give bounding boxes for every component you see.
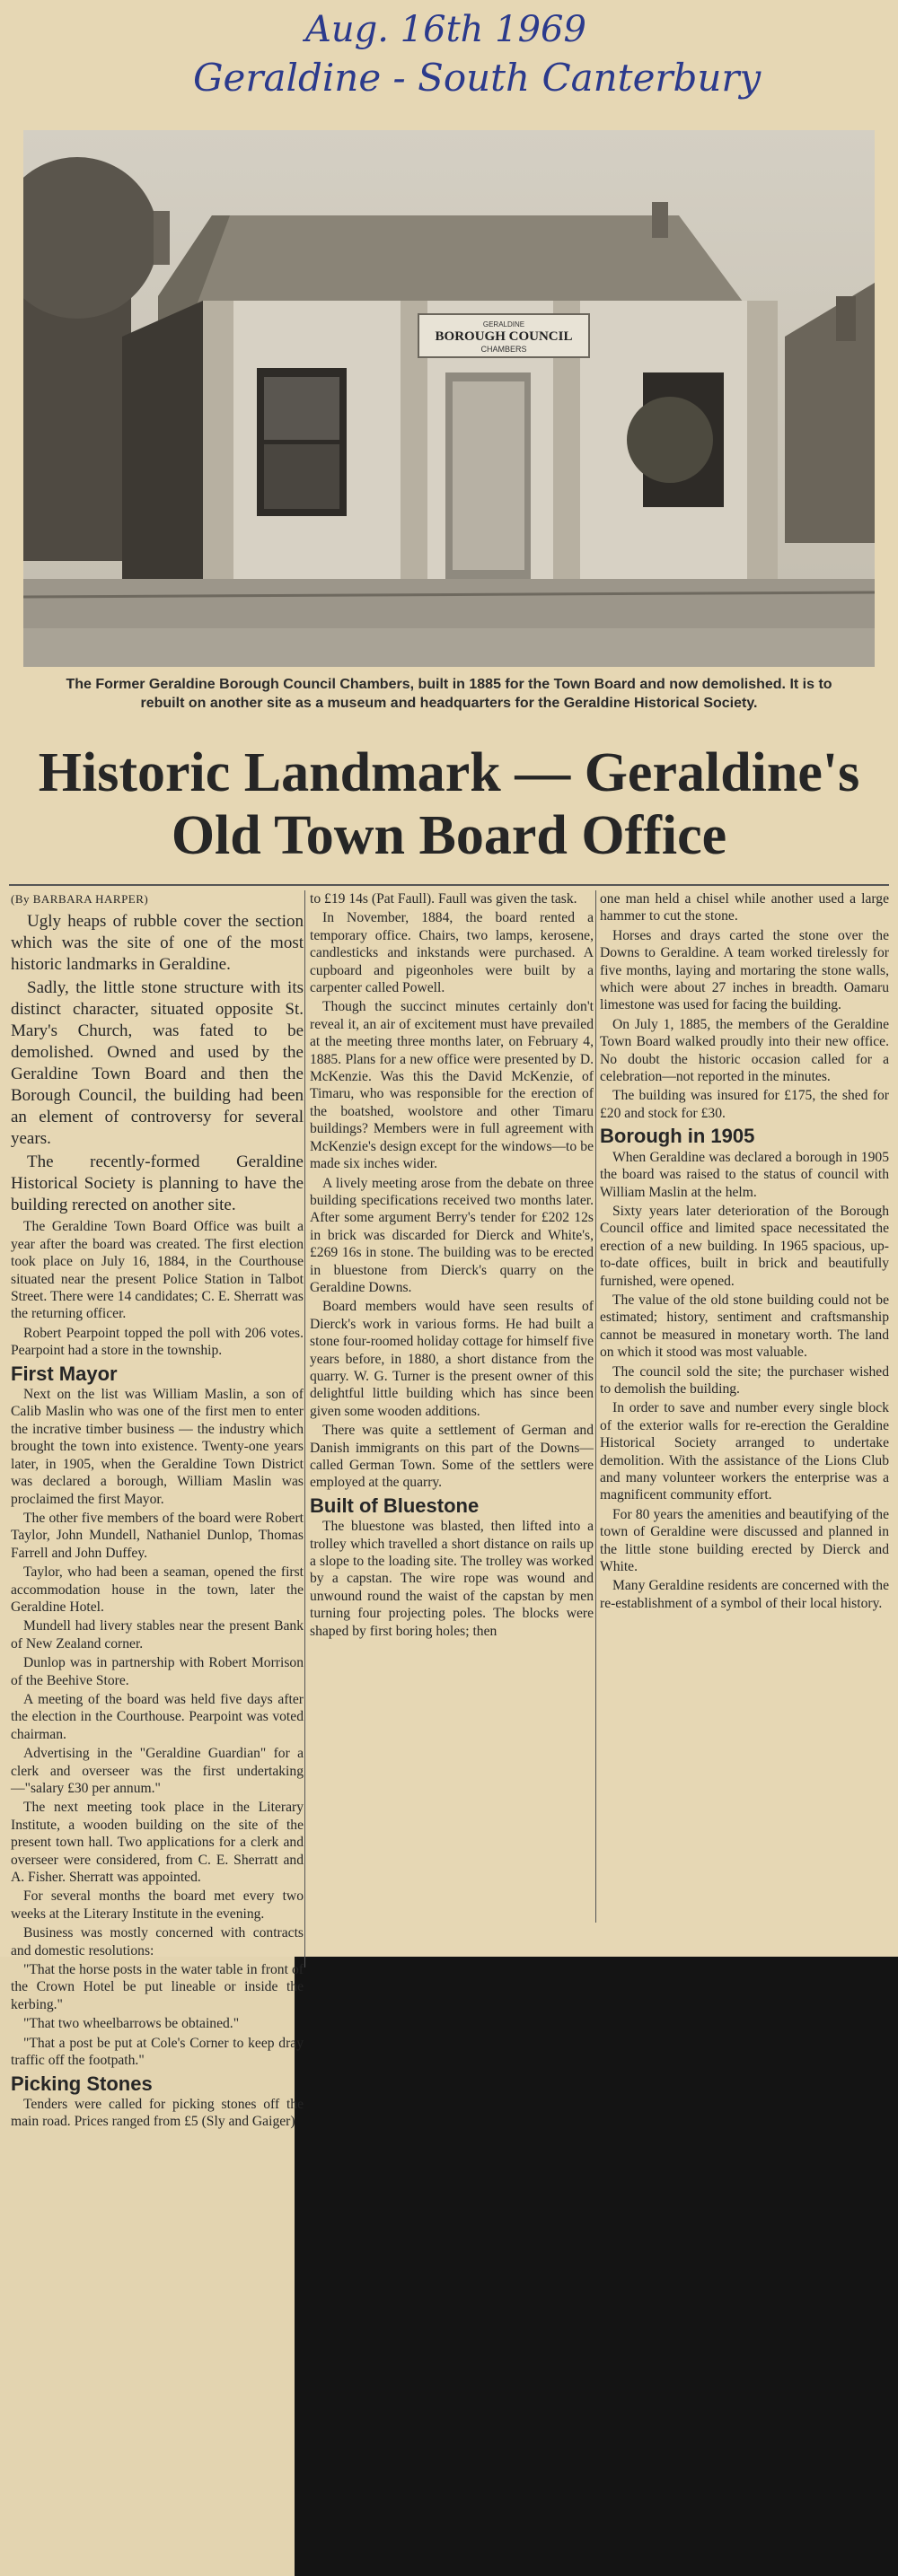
- paragraph: Mundell had livery stables near the present Bank of New Zealand corner.: [11, 1618, 304, 1652]
- paragraph: Board members would have seen results of Dierck's work in various forms. He had built a stone four-roomed holiday cottage for himself five years before, in 1880, a short distance from the quarry. W. G. Turner is the present owner of this delightful little building which has since been given some wooden additions.: [310, 1299, 594, 1419]
- paragraph: Horses and drays carted the stone over the Downs to Geraldine. A team worked tirelessly for five months, laying and mortaring the stone walls, which were about 27 inches in breadth. Oamaru limestone was used for facing the building.: [600, 927, 889, 1013]
- sign-main-text: BOROUGH COUNCIL: [435, 329, 573, 344]
- headline-rule: [9, 884, 889, 886]
- paragraph: Next on the list was William Maslin, a son of Calib Maslin who was one of the first men to enter the incrative timber business — the industry which brought the town into existence. Twenty-one years later, in 1905, when the Geraldine Town District was declared a borough, William Maslin was proclaimed the first Mayor.: [11, 1387, 304, 1507]
- handwritten-place: Geraldine - South Canterbury: [193, 56, 762, 100]
- paragraph: Sadly, the little stone structure with its distinct character, situated opposite St. Mary's Church, was fated to be demolished. Owned and used by the Geraldine Town Board and then the Borough Council, the building had been an element of controversy for several years.: [11, 978, 304, 1149]
- paragraph: For several months the board met every two weeks at the Literary Institute in the evening.: [11, 1888, 304, 1922]
- paragraph: Ugly heaps of rubble cover the section which was the site of one of the most historic landmarks in Geraldine.: [11, 912, 304, 975]
- paragraph: Though the succinct minutes certainly don't reveal it, an air of excitement must have prevailed at the meeting three months later, on February 4, 1885. Plans for a new office were presented by D. McKenzie. Was this the David McKenzie, of Timaru, who was responsible for the erection of the boatshed, woolstore and other Timaru buildings? Members were in full agreement with McKenzie's design except for the windows—to be made six inches wider.: [310, 999, 594, 1172]
- paragraph: The Geraldine Town Board Office was built a year after the board was created. The first election took place on July 16, 1884, in the Courthouse situated near the present Police Station in Talbot Street. There were 14 candidates; C. E. Sherratt was the returning officer.: [11, 1219, 304, 1322]
- paragraph: Many Geraldine residents are concerned with the re-establishment of a symbol of their local history.: [600, 1578, 889, 1611]
- subhead-first-mayor: First Mayor: [11, 1362, 118, 1385]
- building-illustration: [23, 130, 875, 667]
- paragraph: In November, 1884, the board rented a temporary office. Chairs, two lamps, kerosene, candlesticks and inkstands were purchased. A cupboard and pigeonholes were built by a carpenter called Powell.: [310, 910, 594, 996]
- paragraph: "That two wheelbarrows be obtained.": [23, 2016, 240, 2032]
- paragraph: "That a post be put at Cole's Corner to keep dray traffic off the footpath.": [11, 2035, 304, 2069]
- paragraph: On July 1, 1885, the members of the Geraldine Town Board walked proudly into their new office. No doubt the historic occasion called for a celebration—not reported in the minutes.: [600, 1016, 889, 1085]
- paragraph: A meeting of the board was held five days after the election in the Courthouse. Pearpoint was voted chairman.: [11, 1691, 304, 1742]
- article-headline: [9, 741, 889, 867]
- paragraph: There was quite a settlement of German and Danish immigrants on this part of the Downs—called German Town. Some of the settlers were employed at the quarry.: [310, 1423, 594, 1491]
- paragraph: Advertising in the "Geraldine Guardian" for a clerk and overseer was the first undertaking—"salary £30 per annum.": [11, 1746, 304, 1796]
- handwritten-date: Aug. 16th 1969: [305, 9, 586, 50]
- paragraph: Dunlop was in partnership with Robert Morrison of the Beehive Store.: [11, 1655, 304, 1688]
- paragraph: In order to save and number every single block of the exterior walls for re-erection the Geraldine Historical Society arranged to undertake demolition. With the assistance of the Lions Club and many volunteer workers the enterprise was a magnificent community effort.: [600, 1400, 889, 1503]
- paragraph: "That the horse posts in the water table in front of the Crown Hotel be put lineable or inside the kerbing.": [11, 1962, 304, 2012]
- headline-line-2: Old Town Board Office: [171, 805, 727, 866]
- paragraph: Robert Pearpoint topped the poll with 206 votes. Pearpoint had a store in the township.: [11, 1325, 304, 1359]
- paragraph: Tenders were called for picking stones off the main road. Prices ranged from £5 (Sly and Gaiger): [11, 2096, 304, 2130]
- paragraph: For 80 years the amenities and beautifying of the town of Geraldine were discussed and planned in the little stone building erected by Dierck and White.: [600, 1506, 889, 1575]
- byline: (By BARBARA HARPER): [11, 892, 149, 906]
- photo-caption: The Former Geraldine Borough Council Chambers, built in 1885 for the Town Board and now demolished. It is to rebuilt on another site as a museum and headquarters for the Geraldine Historical Society.: [66, 677, 832, 711]
- subhead-built-of-bluestone: Built of Bluestone: [310, 1494, 480, 1517]
- paragraph: A lively meeting arose from the debate on three building specifications received two months later. After some argument Berry's tender for £202 12s in brick was discarded for Dierck and White's, £269 16s in stone. The building was to be erected in bluestone from Dierck's quarry on the Geraldine Downs.: [310, 1175, 594, 1295]
- article-column-2: [310, 890, 594, 1642]
- paragraph: one man held a chisel while another used a large hammer to cut the stone.: [600, 891, 889, 924]
- paragraph: to £19 14s (Pat Faull). Faull was given the task.: [310, 891, 577, 907]
- subhead-borough-in-1905: Borough in 1905: [600, 1125, 755, 1148]
- paragraph: When Geraldine was declared a borough in 1905 the board was raised to the status of council with William Maslin at the helm.: [600, 1149, 889, 1200]
- column-rule-2: [595, 890, 596, 1923]
- paragraph: Business was mostly concerned with contracts and domestic resolutions:: [11, 1925, 304, 1958]
- paragraph: The council sold the site; the purchaser wished to demolish the building.: [600, 1363, 889, 1397]
- sign-small-text: GERALDINE: [482, 320, 525, 329]
- paragraph: The bluestone was blasted, then lifted into a trolley which travelled a short distance on rails up a slope to the loading site. The trolley was worked by a capstan. The wire rope was wound and unwound round the waist of the capstan by men turning four projecting poles. The blocks were shaped by first boring holes; then: [310, 1519, 594, 1639]
- headline-line-1: Historic Landmark — Geraldine's: [38, 742, 860, 803]
- paragraph: The value of the old stone building could not be estimated; history, sentiment and craftsmanship cannot be measured in monetary worth. The land on which it stood was most valuable.: [600, 1292, 889, 1361]
- sign-sub-text: CHAMBERS: [480, 345, 527, 354]
- paragraph: Sixty years later deterioration of the Borough Council office and limited space necessitated the erection of a new building. In 1965 spacious, up-to-date offices, built in brick and beautifully furnished, were opened.: [600, 1203, 889, 1289]
- building-photo: [23, 130, 875, 667]
- article-column-3: [600, 890, 889, 1614]
- article-column-1: [11, 890, 304, 2133]
- lead-paragraphs: [11, 911, 304, 1216]
- column-rule-1: [304, 890, 305, 1967]
- paragraph: The building was insured for £175, the shed for £20 and stock for £30.: [600, 1088, 889, 1121]
- subhead-picking-stones: Picking Stones: [11, 2072, 153, 2095]
- paragraph: The recently-formed Geraldine Historical Society is planning to have the building rerected on another site.: [11, 1152, 304, 1215]
- paragraph: The other five members of the board were Robert Taylor, John Mundell, Nathaniel Dunlop, Thomas Farrell and John Duffey.: [11, 1510, 304, 1561]
- paragraph: Taylor, who had been a seaman, opened the first accommodation house in the town, later the Geraldine Hotel.: [11, 1564, 304, 1615]
- paragraph: The next meeting took place in the Literary Institute, a wooden building on the site of the present town hall. Two applications for a clerk and overseer were considered, from C. E. Sherratt and A. Fisher. Sherratt was appointed.: [11, 1800, 304, 1886]
